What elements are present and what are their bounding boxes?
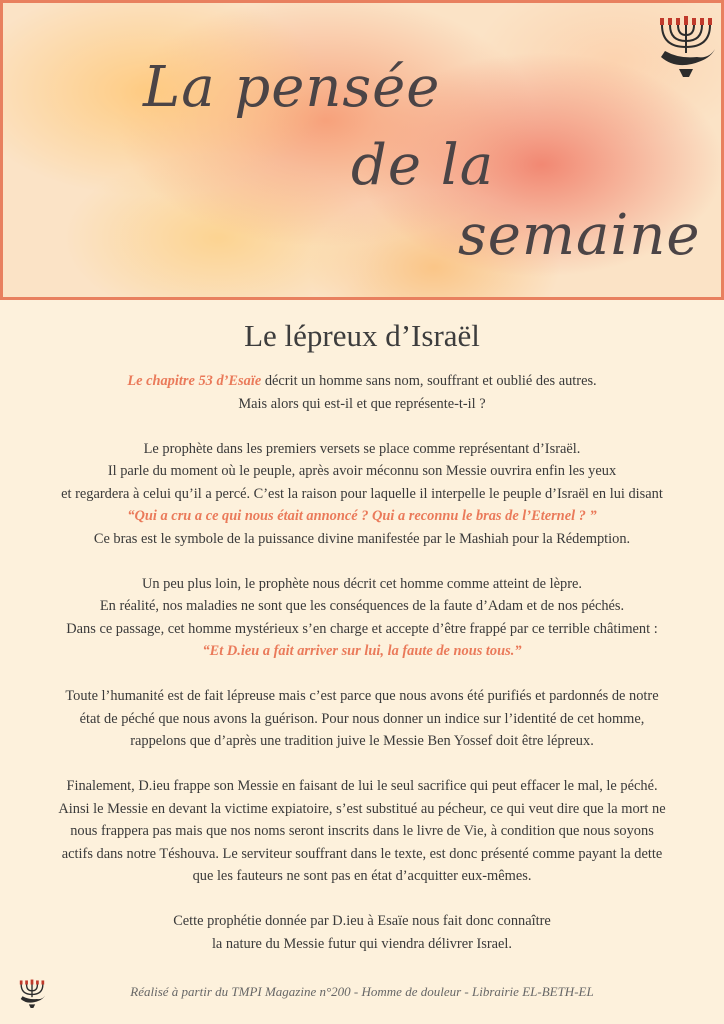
paragraph-4 bbox=[20, 685, 704, 753]
paragraph-line: Toute l’humanité est de fait lépreuse mais c’est parce que nous avons été purifiés et pardonnés de notre bbox=[65, 688, 659, 704]
paragraph-line: et regardera à celui qu’il a percé. C’est la raison pour laquelle il interpelle le peuple d’Israël en lui disant bbox=[61, 485, 663, 502]
paragraph-line bbox=[20, 370, 704, 393]
header-title-line3: semaine bbox=[458, 203, 701, 268]
paragraph-line: la nature du Messie futur qui viendra délivrer Israel. bbox=[211, 935, 513, 952]
paragraph-line: nous frappera pas mais que nos noms seront inscrits dans le livre de Vie, à condition que nous soyons bbox=[70, 823, 654, 839]
paragraph-line: Un peu plus loin, le prophète nous décrit cet homme comme atteint de lèpre. bbox=[142, 575, 582, 592]
paragraph-line: état de péché que nous avons la guérison. Pour nous donner un indice sur l’identité de cet homme, bbox=[79, 710, 645, 727]
paragraph-line: Ainsi le Messie en devant la victime expiatoire, s’est substitué au pécheur, ce qui veut dire que la mort ne bbox=[58, 800, 666, 817]
paragraph-1 bbox=[20, 370, 704, 415]
paragraph-text: décrit un homme sans nom, souffrant et oublié des autres. bbox=[261, 373, 597, 389]
header-title-line1: La pensée bbox=[143, 55, 441, 120]
menorah-shofar-icon bbox=[655, 13, 717, 79]
paragraph-line: rappelons que d’après une tradition juive le Messie Ben Yossef doit être lépreux. bbox=[130, 733, 594, 749]
paragraph-line: Ce bras est le symbole de la puissance divine manifestée par le Mashiah pour la Rédemption. bbox=[93, 530, 631, 547]
article-title: Le lépreux d’Israël bbox=[244, 318, 480, 353]
scripture-quote: “Qui a cru a ce qui nous était annoncé ? Qui a reconnu le bras de l’Eternel ? ” bbox=[127, 508, 597, 524]
header-title-line2: de la bbox=[351, 133, 495, 198]
paragraph-2 bbox=[20, 438, 704, 551]
paragraph-line: Finalement, D.ieu frappe son Messie en faisant de lui le seul sacrifice qui peut effacer le mal, le péché. bbox=[66, 778, 658, 794]
paragraph-line: Mais alors qui est-il et que représente-t-il ? bbox=[238, 395, 486, 412]
article-body bbox=[20, 370, 704, 978]
paragraph-line: En réalité, nos maladies ne sont que les conséquences de la faute d’Adam et de nos péchés. bbox=[99, 598, 625, 614]
scripture-quote: “Et D.ieu a fait arriver sur lui, la faute de nous tous.” bbox=[202, 643, 522, 659]
header-banner bbox=[0, 0, 724, 300]
paragraph-line: Il parle du moment où le peuple, après avoir méconnu son Messie ouvrira enfin les yeux bbox=[107, 463, 617, 479]
paragraph-line: Le prophète dans les premiers versets se place comme représentant d’Israël. bbox=[143, 440, 581, 457]
paragraph-line: que les fauteurs ne sont pas en état d’acquitter eux-mêmes. bbox=[192, 868, 532, 884]
paragraph-line: actifs dans notre Téshouva. Le serviteur souffrant dans le texte, est donc présenté comme payant la dette bbox=[61, 845, 663, 862]
paragraph-5 bbox=[20, 775, 704, 888]
paragraph-line: Cette prophétie donnée par D.ieu à Esaïe nous fait donc connaître bbox=[173, 913, 551, 929]
footer-credit: Réalisé à partir du TMPI Magazine n°200 - Homme de douleur - Librairie EL-BETH-EL bbox=[130, 984, 594, 999]
paragraph-6 bbox=[20, 910, 704, 955]
paragraph-3 bbox=[20, 573, 704, 663]
paragraph-line: Dans ce passage, cet homme mystérieux s’en charge et accepte d’être frappé par ce terrible châtiment : bbox=[66, 620, 658, 637]
chapter-reference: Le chapitre 53 d’Esaïe bbox=[127, 373, 262, 389]
